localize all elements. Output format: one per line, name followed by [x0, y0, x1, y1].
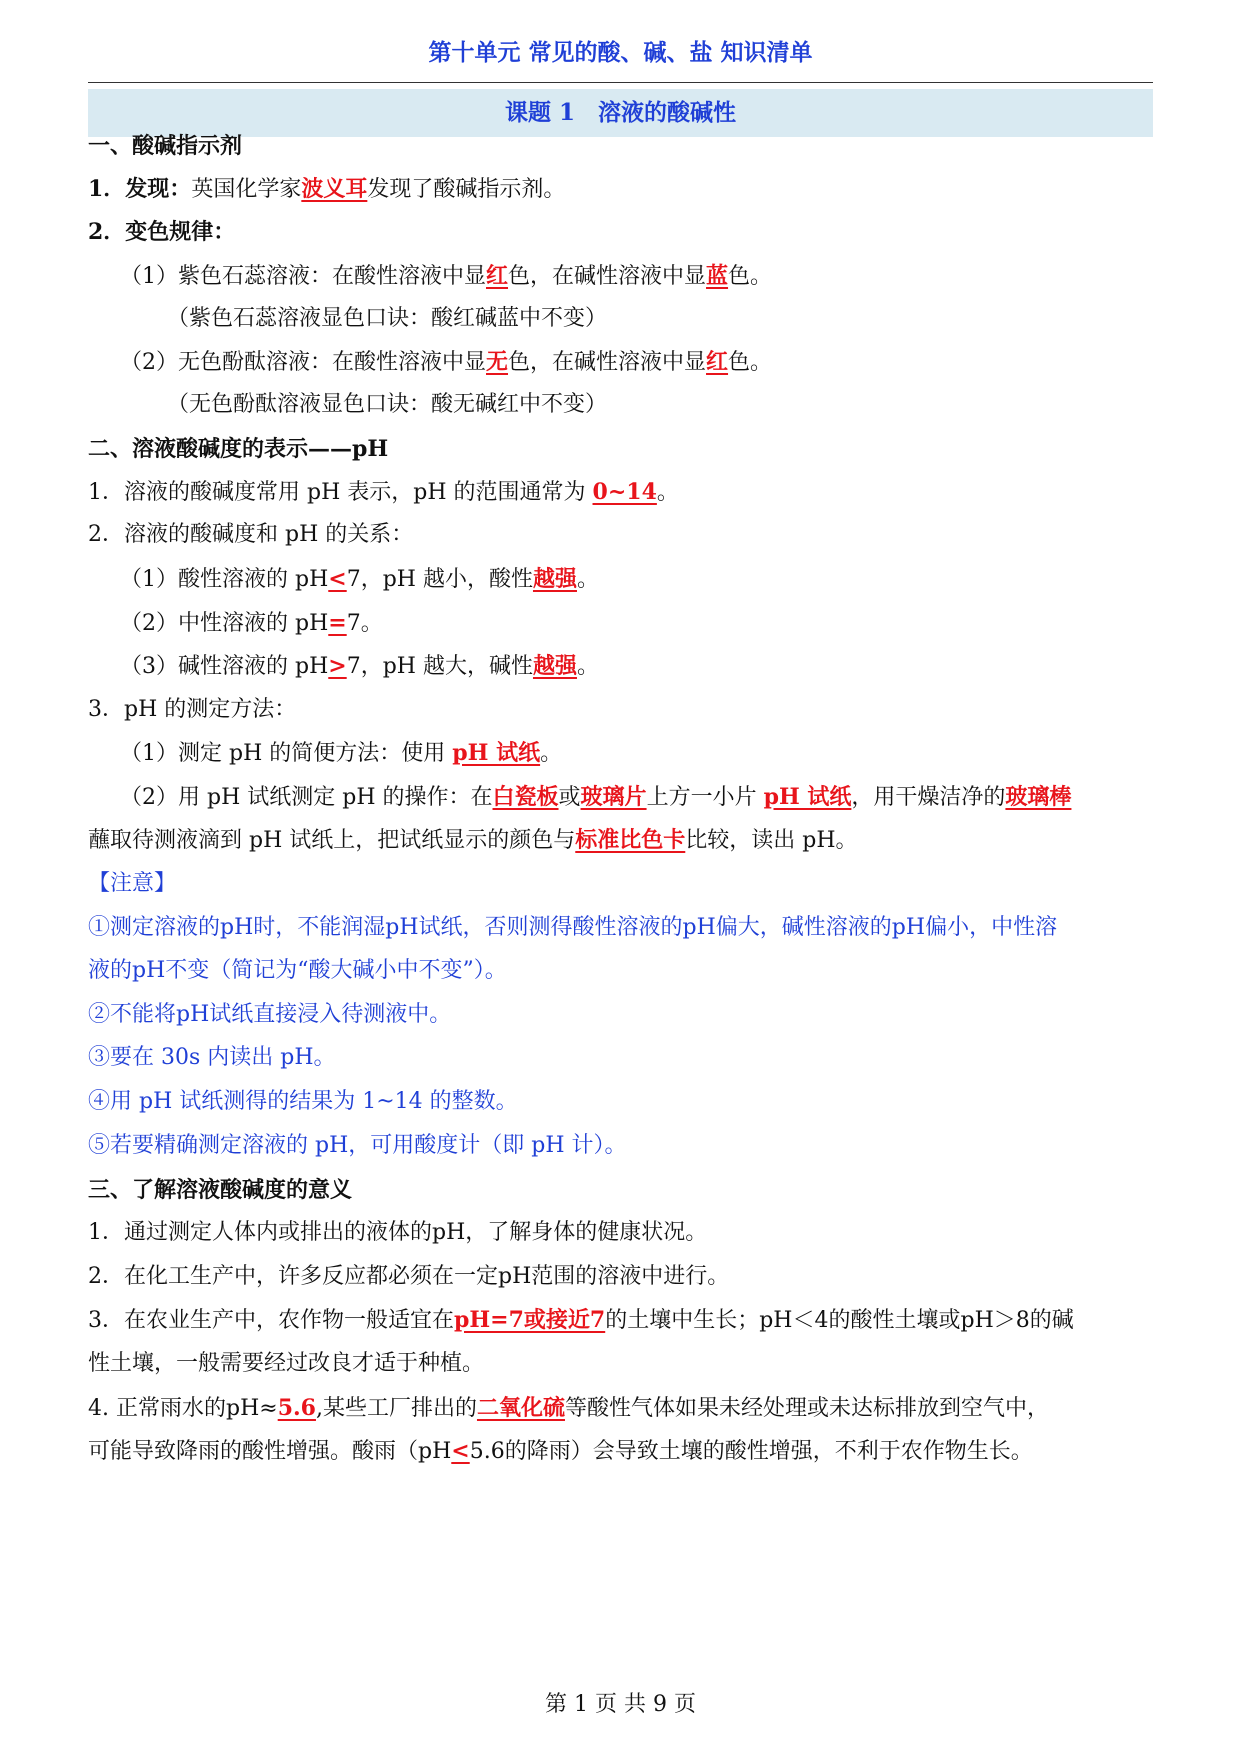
answer-blank: 5.6 — [277, 1395, 316, 1421]
answer-blank: 越强 — [532, 653, 577, 679]
relation-neutral — [120, 609, 1185, 638]
text: 。 — [576, 654, 599, 679]
text: （2）中性溶液的 pH — [120, 611, 329, 636]
text: 的土壤中生长；pH＜4的酸性土壤或pH＞8的碱 — [605, 1308, 1074, 1333]
answer-blank: > — [328, 653, 347, 679]
note-2: ②不能将pH试纸直接浸入待测液中。 — [88, 1002, 452, 1027]
text: 3．在农业生产中，农作物一般适宜在 — [88, 1308, 454, 1333]
answer-blank: 二氧化硫 — [476, 1395, 565, 1421]
text: 色，在碱性溶液中显 — [508, 350, 707, 375]
text: ,某些工厂排出的 — [315, 1396, 477, 1421]
answer-blank: 红 — [706, 349, 729, 375]
relation-acidic — [120, 565, 1185, 594]
lesson-title: 课题 1 溶液的酸碱性 — [88, 89, 1153, 137]
answer-blank: pH 试纸 — [763, 784, 852, 810]
text: 蘸取待测液滴到 pH 试纸上，把试纸显示的颜色与 — [88, 828, 576, 853]
answer-blank: 0~14 — [592, 479, 657, 505]
text: 。 — [576, 567, 599, 592]
answer-blank: pH 试纸 — [452, 740, 541, 766]
method-operation-cont — [88, 826, 1153, 855]
answer-blank: 蓝 — [706, 263, 729, 289]
answer-blank: 红 — [486, 263, 509, 289]
phenolphthalein-mnemonic: （无色酚酞溶液显色口诀：酸无碱红中不变） — [167, 392, 608, 417]
text: 色。 — [728, 264, 773, 289]
text: 或 — [558, 785, 581, 810]
answer-blank: 越强 — [532, 566, 577, 592]
notes-title: 【注意】 — [88, 871, 177, 896]
litmus-mnemonic: （紫色石蕊溶液显色口诀：酸红碱蓝中不变） — [167, 306, 608, 331]
text: 色。 — [728, 350, 773, 375]
significance-4-cont — [88, 1437, 1153, 1466]
text: 英国化学家 — [191, 177, 302, 202]
significance-3 — [88, 1306, 1153, 1335]
note-5: ⑤若要精确测定溶液的 pH，可用酸度计（即 pH 计）。 — [88, 1133, 627, 1158]
answer-blank: = — [328, 610, 347, 636]
text: 1．溶液的酸碱度常用 pH 表示，pH 的范围通常为 — [88, 480, 593, 505]
text: 发现了酸碱指示剂。 — [367, 177, 566, 202]
paragraph-ph-relation: 2．溶液的酸碱度和 pH 的关系： — [88, 522, 414, 547]
method-simple — [120, 739, 1185, 768]
answer-blank: pH=7或接近7 — [454, 1307, 606, 1333]
item-label: 1．发现： — [88, 176, 192, 202]
answer-blank: 玻璃棒 — [1005, 784, 1072, 810]
answer-blank: < — [328, 566, 347, 592]
significance-3-cont: 性土壤，一般需要经过改良才适于种植。 — [88, 1351, 485, 1376]
text: （1）酸性溶液的 pH — [120, 567, 329, 592]
answer-blank: 无 — [486, 349, 509, 375]
header-divider — [88, 82, 1153, 83]
note-1: ①测定溶液的pH时，不能润湿pH试纸，否则测得酸性溶液的pH偏大，碱性溶液的pH偏小，中性溶 — [88, 915, 1058, 940]
significance-1: 1．通过测定人体内或排出的液体的pH，了解身体的健康状况。 — [88, 1220, 708, 1245]
paragraph-ph-range — [88, 478, 1153, 507]
text: 色，在碱性溶液中显 — [508, 264, 707, 289]
text: （2）用 pH 试纸测定 pH 的操作：在 — [120, 785, 493, 810]
text: （1）测定 pH 的简便方法：使用 — [120, 741, 453, 766]
text: 。 — [656, 480, 679, 505]
text: 5.6的降雨）会导致土壤的酸性增强，不利于农作物生长。 — [469, 1439, 1033, 1464]
paragraph-litmus — [120, 262, 1185, 291]
paragraph-discovery — [88, 175, 1153, 204]
text: 。 — [540, 741, 563, 766]
answer-blank: 标准比色卡 — [575, 827, 686, 853]
answer-blank: 玻璃片 — [580, 784, 647, 810]
text: 可能导致降雨的酸性增强。酸雨（pH — [88, 1439, 452, 1464]
note-3: ③要在 30s 内读出 pH。 — [88, 1045, 336, 1070]
section-heading-ph: 二、溶液酸碱度的表示——pH — [88, 436, 389, 462]
text: 7，pH 越小，酸性 — [346, 567, 533, 592]
text: 上方一小片 — [646, 785, 764, 810]
text: （3）碱性溶液的 pH — [120, 654, 329, 679]
note-4: ④用 pH 试纸测得的结果为 1~14 的整数。 — [88, 1089, 518, 1114]
text: （2）无色酚酞溶液：在酸性溶液中显 — [120, 350, 486, 375]
text: （1）紫色石蕊溶液：在酸性溶液中显 — [120, 264, 486, 289]
significance-2: 2．在化工生产中，许多反应都必须在一定pH范围的溶液中进行。 — [88, 1264, 730, 1289]
text: 7。 — [346, 611, 383, 636]
answer-blank: 波义耳 — [301, 176, 368, 202]
paragraph-ph-method: 3．pH 的测定方法： — [88, 697, 297, 722]
significance-4 — [88, 1394, 1153, 1423]
text: 7，pH 越大，碱性 — [346, 654, 533, 679]
text: 等酸性气体如果未经处理或未达标排放到空气中， — [564, 1396, 1049, 1421]
item-color-rules: 2．变色规律： — [88, 219, 236, 245]
relation-basic — [120, 652, 1185, 681]
page-number: 第 1 页 共 9 页 — [545, 1692, 696, 1717]
text: 比较，读出 pH。 — [685, 828, 858, 853]
text: ，用干燥洁净的 — [851, 785, 1006, 810]
answer-blank: 白瓷板 — [492, 784, 559, 810]
note-1-cont: 液的pH不变（简记为“酸大碱小中不变”）。 — [88, 958, 507, 983]
text: 4. 正常雨水的pH≈ — [88, 1396, 278, 1421]
section-heading-indicators: 一、酸碱指示剂 — [88, 133, 243, 159]
answer-blank: < — [451, 1438, 470, 1464]
document-title: 第十单元 常见的酸、碱、盐 知识清单 — [428, 39, 813, 66]
method-operation — [120, 783, 1185, 812]
paragraph-phenolphthalein — [120, 348, 1185, 377]
section-heading-significance: 三、了解溶液酸碱度的意义 — [88, 1177, 353, 1203]
